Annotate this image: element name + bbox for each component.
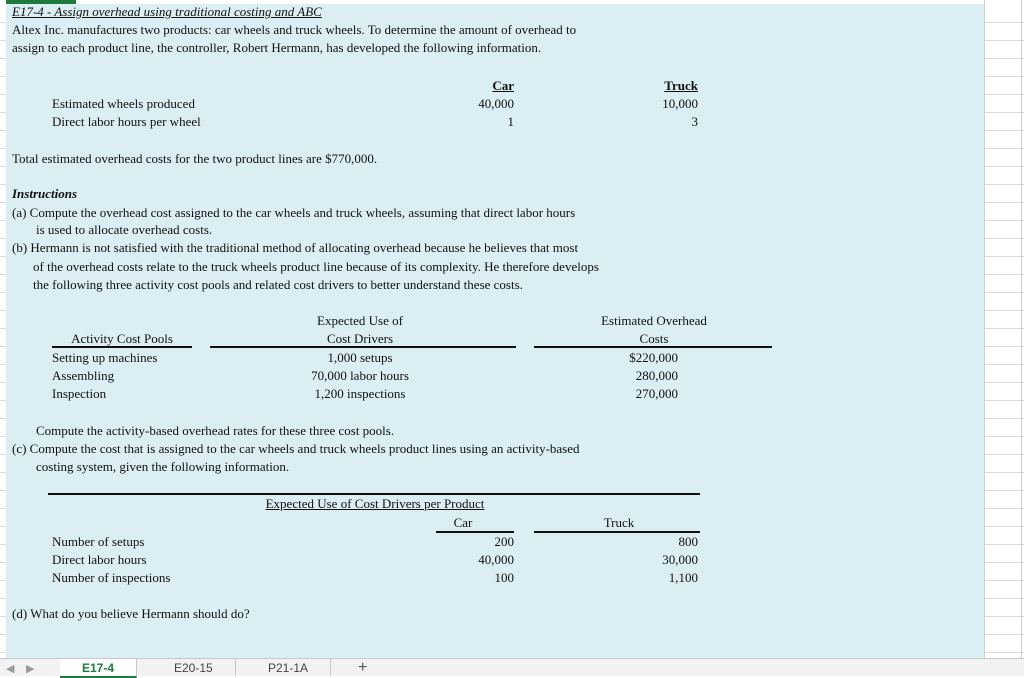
part-c-line-1: (c) Compute the cost that is assigned to the car wheels and truck wheels product lines using an activity-based (12, 441, 580, 456)
add-sheet-button[interactable]: + (358, 659, 368, 676)
intro-line-1: Altex Inc. manufactures two products: car wheels and truck wheels. To determine the amount of overhead to (12, 22, 577, 37)
drivers-car-labor: 40,000 (478, 552, 514, 567)
drivers-car-setups: 200 (494, 534, 514, 549)
total-overhead-text: Total estimated overhead costs for the two product lines are $770,000. (12, 151, 378, 166)
drivers-table-title: Expected Use of Cost Drivers per Product (265, 496, 485, 511)
drivers-truck-rule (534, 531, 700, 533)
pool-setting-up: Setting up machines (52, 350, 158, 365)
next-sheet-icon[interactable]: ▶ (26, 663, 35, 675)
activity-header-rule-3 (534, 346, 772, 348)
pool-inspection: Inspection (52, 386, 107, 401)
intro-line-2: assign to each product line, the controller, Robert Hermann, has developed the following information. (12, 40, 542, 55)
cell-car-labor: 1 (507, 114, 514, 129)
instructions-heading: Instructions (12, 186, 78, 201)
part-c-line-2: costing system, given the following information. (36, 459, 290, 474)
drivers-car-inspections: 100 (494, 570, 514, 585)
sheet-tab-bar (0, 658, 1024, 676)
part-b-line-2: of the overhead costs relate to the truck wheels product line because of its complexity. He therefore develops (33, 259, 599, 274)
part-b-line-3: the following three activity cost pools and related cost drivers to better understand these costs. (33, 277, 523, 292)
part-a-line-2: is used to allocate overhead costs. (36, 222, 213, 237)
drivers-label-labor: Direct labor hours (52, 552, 147, 567)
drivers-header-car: Car (453, 515, 473, 530)
drivers-truck-inspections: 1,100 (668, 570, 698, 585)
cell-car-wheels: 40,000 (478, 96, 514, 111)
row-label-labor: Direct labor hours per wheel (52, 114, 201, 129)
use-setting-up: 1,000 setups (327, 350, 393, 365)
cost-setting-up: $220,000 (629, 350, 678, 365)
use-assembling: 70,000 labor hours (311, 368, 409, 383)
drivers-truck-labor: 30,000 (662, 552, 698, 567)
sheet-tab-e20-15[interactable]: E20-15 (152, 659, 236, 676)
drivers-label-inspections: Number of inspections (52, 570, 171, 585)
part-d-text: (d) What do you believe Hermann should do? (12, 606, 250, 621)
drivers-car-rule (436, 531, 514, 533)
header-est-overhead-1: Estimated Overhead (601, 313, 707, 328)
header-car: Car (492, 78, 514, 93)
header-truck: Truck (664, 78, 698, 93)
cost-inspection: 270,000 (635, 386, 678, 401)
activity-header-rule-1 (52, 346, 192, 348)
activity-header-rule-2 (210, 346, 516, 348)
cost-assembling: 280,000 (635, 368, 678, 383)
row-label-wheels: Estimated wheels produced (52, 96, 195, 111)
drivers-header-truck: Truck (603, 515, 635, 530)
drivers-top-rule (48, 493, 700, 495)
header-expected-use-1: Expected Use of (317, 313, 403, 328)
header-est-overhead-2: Costs (639, 331, 669, 346)
header-activity-pools: Activity Cost Pools (71, 331, 173, 346)
cell-truck-wheels: 10,000 (662, 96, 698, 111)
use-inspection: 1,200 inspections (314, 386, 406, 401)
part-b-line-1: (b) Hermann is not satisfied with the traditional method of allocating overhead because he believes that most (12, 240, 579, 255)
drivers-label-setups: Number of setups (52, 534, 145, 549)
sheet-tab-e17-4[interactable]: E17-4 (60, 659, 137, 678)
sheet-tab-p21-1a[interactable]: P21-1A (246, 659, 331, 676)
pool-assembling: Assembling (52, 368, 115, 383)
drivers-truck-setups: 800 (678, 534, 698, 549)
cell-truck-labor: 3 (691, 114, 698, 129)
compute-rates-text: Compute the activity-based overhead rates for these three cost pools. (36, 423, 395, 438)
part-a-line-1: (a) Compute the overhead cost assigned to the car wheels and truck wheels, assuming that direct labor hours (12, 205, 576, 220)
prev-sheet-icon[interactable]: ◀ (6, 663, 15, 675)
header-expected-use-2: Cost Drivers (326, 331, 394, 346)
problem-title: E17-4 - Assign overhead using traditional costing and ABC (12, 4, 322, 19)
